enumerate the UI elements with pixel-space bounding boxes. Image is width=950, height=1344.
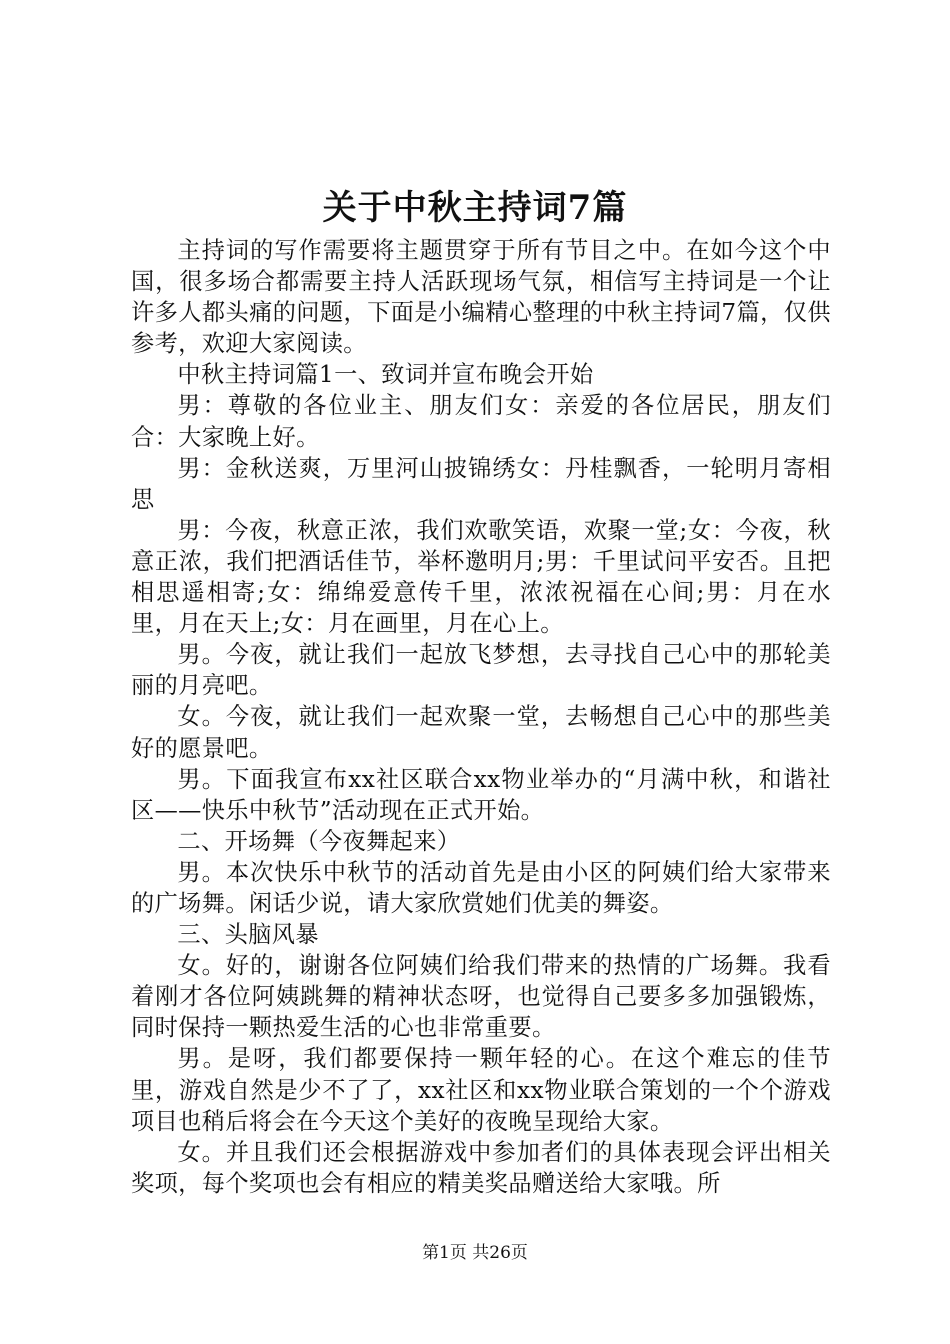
section-heading-2: 二、开场舞（今夜舞起来） bbox=[177, 827, 461, 855]
paragraph: 女。今夜，就让我们一起欢聚一堂，去畅想自己心中的那些美好的愿景吧。 bbox=[131, 703, 831, 762]
paragraph-intro: 主持词的写作需要将主题贯穿于所有节目之中。在如今这个中国，很多场合都需要主持人活跃现场气氛，相信写主持词是一个让许多人都头痛的问题，下面是小编精心整理的中秋主持词7篇，仅供参考，欢迎大家阅读。 bbox=[131, 237, 831, 358]
document-title: 关于中秋主持词7篇 bbox=[322, 188, 628, 228]
paragraph: 男：金秋送爽，万里河山披锦绣女：丹桂飘香，一轮明月寄相思 bbox=[131, 454, 831, 513]
paragraph: 男：今夜，秋意正浓，我们欢歌笑语，欢聚一堂;女：今夜，秋意正浓，我们把酒话佳节，举杯邀明月;男：千里试问平安否。且把相思遥相寄;女：绵绵爱意传千里，浓浓祝福在心间;男：月在水里，月在天上;女：月在画里，月在心上。 bbox=[131, 516, 831, 638]
paragraph: 男。下面我宣布xx社区联合xx物业举办的“月满中秋，和谐社区——快乐中秋节”活动现在正式开始。 bbox=[131, 765, 831, 824]
document-body bbox=[131, 235, 831, 1199]
paragraph: 男。本次快乐中秋节的活动首先是由小区的阿姨们给大家带来的广场舞。闲话少说，请大家欣赏她们优美的舞姿。 bbox=[131, 858, 831, 917]
paragraph: 男。今夜，就让我们一起放飞梦想，去寻找自己心中的那轮美丽的月亮吧。 bbox=[131, 641, 831, 700]
section-heading-1: 中秋主持词篇1一、致词并宣布晚会开始 bbox=[177, 361, 594, 389]
paragraph: 男：尊敬的各位业主、朋友们女：亲爱的各位居民，朋友们合：大家晚上好。 bbox=[131, 392, 831, 451]
paragraph: 女。并且我们还会根据游戏中参加者们的具体表现会评出相关奖项，每个奖项也会有相应的精美奖品赠送给大家哦。所 bbox=[131, 1138, 831, 1197]
section-heading-3: 三、头脑风暴 bbox=[177, 921, 319, 949]
paragraph: 男。是呀，我们都要保持一颗年轻的心。在这个难忘的佳节里，游戏自然是少不了了，xx社区和xx物业联合策划的一个个游戏项目也稍后将会在今天这个美好的夜晚呈现给大家。 bbox=[131, 1045, 831, 1135]
page-number: 第1页 共26页 bbox=[422, 1243, 528, 1263]
paragraph: 女。好的，谢谢各位阿姨们给我们带来的热情的广场舞。我看着刚才各位阿姨跳舞的精神状态呀，也觉得自己要多多加强锻炼，同时保持一颗热爱生活的心也非常重要。 bbox=[131, 952, 831, 1042]
